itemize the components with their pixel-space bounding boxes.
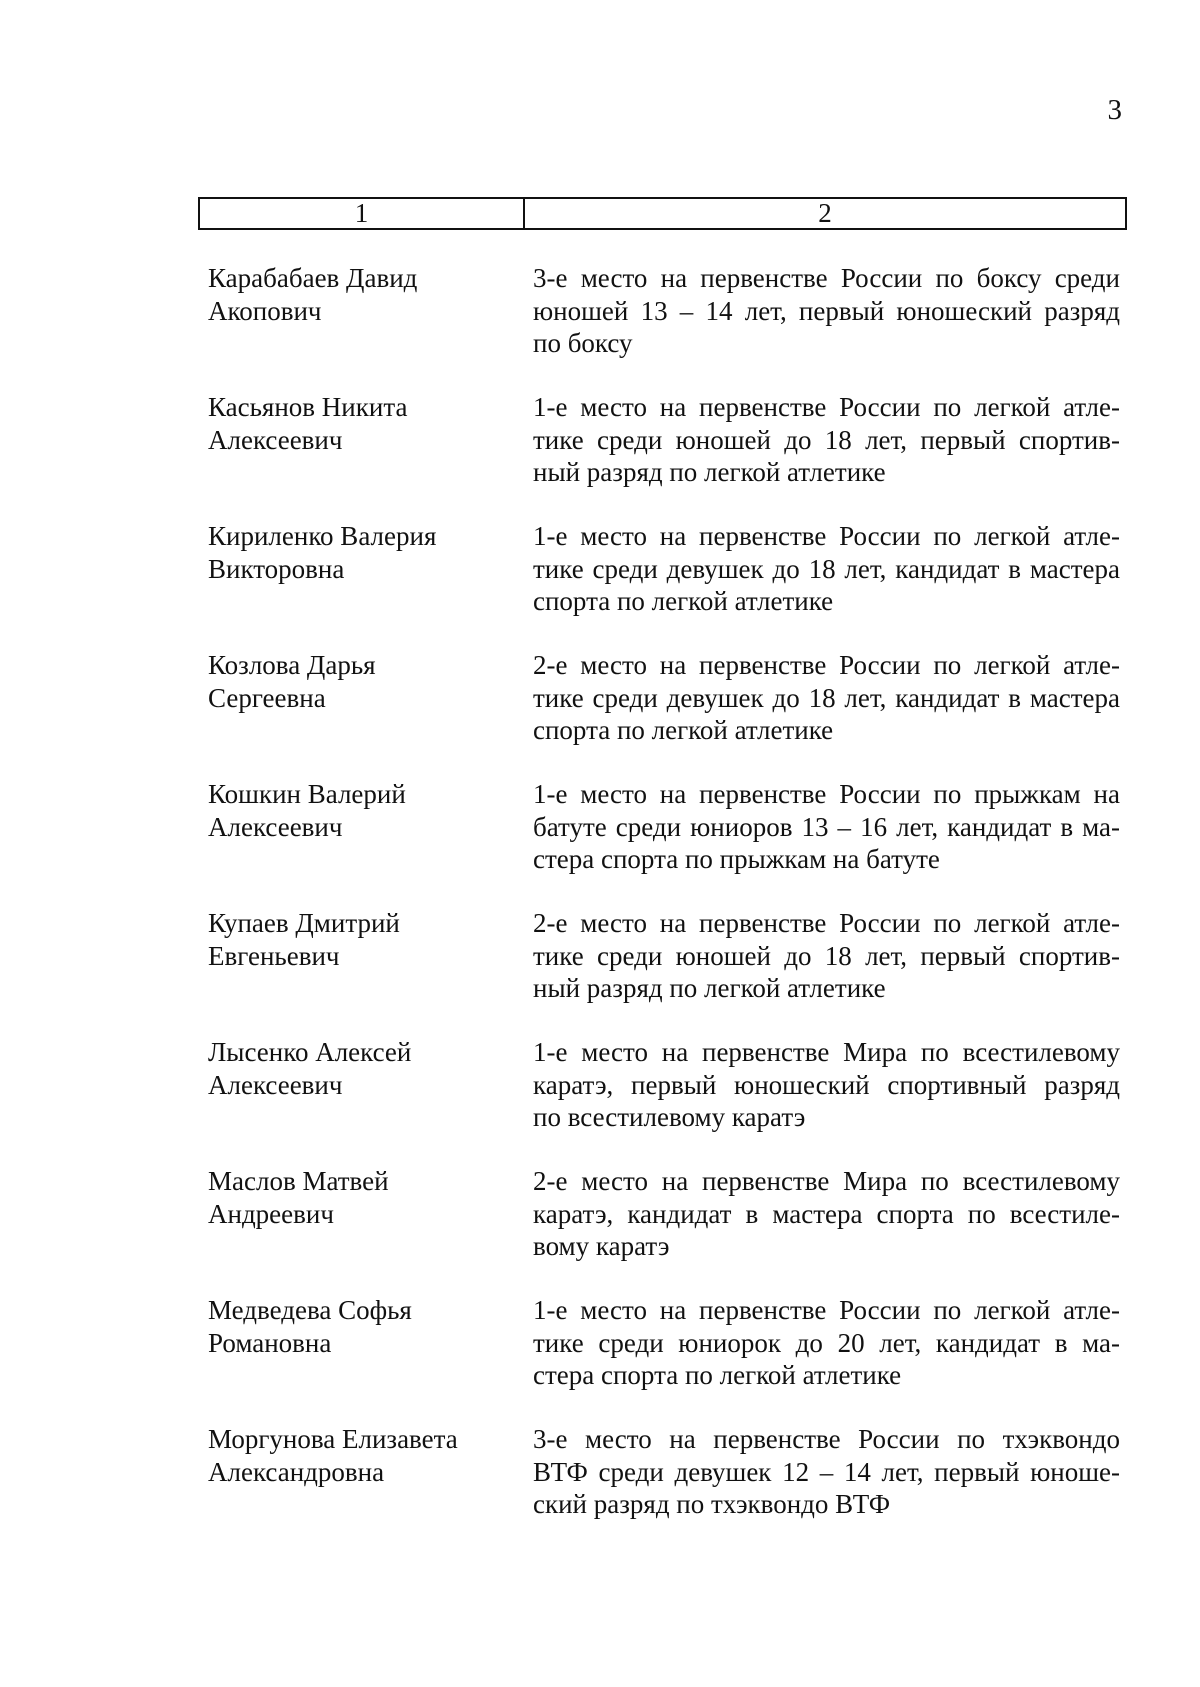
list-item	[0, 520, 1200, 649]
description-line: 2-е место на первенстве России по легкой атле-	[533, 650, 1120, 680]
description-line: 3-е место на первенстве России по боксу среди	[533, 263, 1120, 293]
list-item	[0, 391, 1200, 520]
description-line: вому каратэ	[533, 1231, 670, 1261]
description-line: 3-е место на первенстве России по тхэквондо	[533, 1424, 1120, 1454]
name-line: Андреевич	[208, 1198, 334, 1229]
description-line: стера спорта по легкой атлетике	[533, 1360, 902, 1390]
achievement-description	[533, 907, 1120, 1005]
description-line: ский разряд по тхэквондо ВТФ	[533, 1489, 891, 1519]
description-line: тике среди девушек до 18 лет, кандидат в мастера	[533, 553, 1120, 584]
description-line: каратэ, кандидат в мастера спорта по всестиле-	[533, 1198, 1120, 1229]
name-line: Кошкин Валерий	[208, 779, 406, 809]
person-name	[208, 520, 498, 585]
person-name	[208, 649, 498, 714]
person-name	[208, 1294, 498, 1359]
description-line: 1-е место на первенстве России по легкой атле-	[533, 521, 1120, 551]
column-header-2: 2	[818, 198, 832, 228]
achievement-description	[533, 391, 1120, 489]
description-line: стера спорта по прыжкам на батуте	[533, 844, 940, 874]
description-line: тике среди девушек до 18 лет, кандидат в мастера	[533, 682, 1120, 713]
achievement-description	[533, 1036, 1120, 1134]
description-line: ный разряд по легкой атлетике	[533, 457, 886, 487]
description-line: по всестилевому каратэ	[533, 1102, 806, 1132]
list-item	[0, 907, 1200, 1036]
description-line: 1-е место на первенстве России по прыжкам на	[533, 779, 1120, 809]
name-line: Кириленко Валерия	[208, 521, 437, 551]
name-line: Акопович	[208, 295, 322, 326]
person-name	[208, 262, 498, 327]
name-line: Козлова Дарья	[208, 650, 376, 680]
description-line: 2-е место на первенстве России по легкой атле-	[533, 908, 1120, 938]
name-line: Карабабаев Давид	[208, 263, 418, 293]
page-number: 3	[1107, 94, 1122, 126]
name-line: Викторовна	[208, 553, 345, 584]
achievement-description	[533, 1294, 1120, 1392]
description-line: ный разряд по легкой атлетике	[533, 973, 886, 1003]
name-line: Алексеевич	[208, 424, 343, 455]
description-line: спорта по легкой атлетике	[533, 586, 834, 616]
name-line: Романовна	[208, 1327, 332, 1358]
name-line: Моргунова Елизавета	[208, 1424, 458, 1454]
name-line: Купаев Дмитрий	[208, 908, 400, 938]
description-line: по боксу	[533, 328, 633, 358]
name-line: Александровна	[208, 1456, 385, 1487]
name-line: Алексеевич	[208, 811, 343, 842]
description-line: 1-е место на первенстве России по легкой атле-	[533, 1295, 1120, 1325]
description-line: ВТФ среди девушек 12 – 14 лет, первый юноше-	[533, 1456, 1120, 1487]
person-name	[208, 1036, 498, 1101]
description-line: тике среди юношей до 18 лет, первый спортив-	[533, 424, 1120, 455]
name-line: Лысенко Алексей	[208, 1037, 412, 1067]
list-item	[0, 1423, 1200, 1552]
achievement-description	[533, 649, 1120, 747]
person-name	[208, 907, 498, 972]
description-line: 2-е место на первенстве Мира по всестилевому	[533, 1166, 1120, 1196]
list-item	[0, 1294, 1200, 1423]
description-line: 1-е место на первенстве России по легкой атле-	[533, 392, 1120, 422]
description-line: юношей 13 – 14 лет, первый юношеский разряд	[533, 295, 1120, 326]
name-line: Алексеевич	[208, 1069, 343, 1100]
description-line: каратэ, первый юношеский спортивный разряд	[533, 1069, 1120, 1100]
description-line: 1-е место на первенстве Мира по всестилевому	[533, 1037, 1120, 1067]
name-line: Медведева Софья	[208, 1295, 412, 1325]
description-line: тике среди юниорок до 20 лет, кандидат в ма-	[533, 1327, 1120, 1358]
list-item	[0, 262, 1200, 391]
achievement-description	[533, 262, 1120, 360]
person-name	[208, 778, 498, 843]
person-name	[208, 391, 498, 456]
achievement-description	[533, 778, 1120, 876]
description-line: тике среди юношей до 18 лет, первый спортив-	[533, 940, 1120, 971]
person-name	[208, 1165, 498, 1230]
column-header-1: 1	[200, 199, 525, 228]
table-header	[198, 197, 1127, 230]
list-item	[0, 1036, 1200, 1165]
name-line: Сергеевна	[208, 682, 326, 713]
achievement-description	[533, 1165, 1120, 1263]
achievement-description	[533, 520, 1120, 618]
achievement-description	[533, 1423, 1120, 1521]
description-line: батуте среди юниоров 13 – 16 лет, кандидат в ма-	[533, 811, 1120, 842]
name-line: Евгеньевич	[208, 940, 340, 971]
list-item	[0, 778, 1200, 907]
name-line: Маслов Матвей	[208, 1166, 389, 1196]
description-line: спорта по легкой атлетике	[533, 715, 834, 745]
list-item	[0, 649, 1200, 778]
entries-list	[0, 262, 1200, 1552]
list-item	[0, 1165, 1200, 1294]
person-name	[208, 1423, 498, 1488]
name-line: Касьянов Никита	[208, 392, 408, 422]
